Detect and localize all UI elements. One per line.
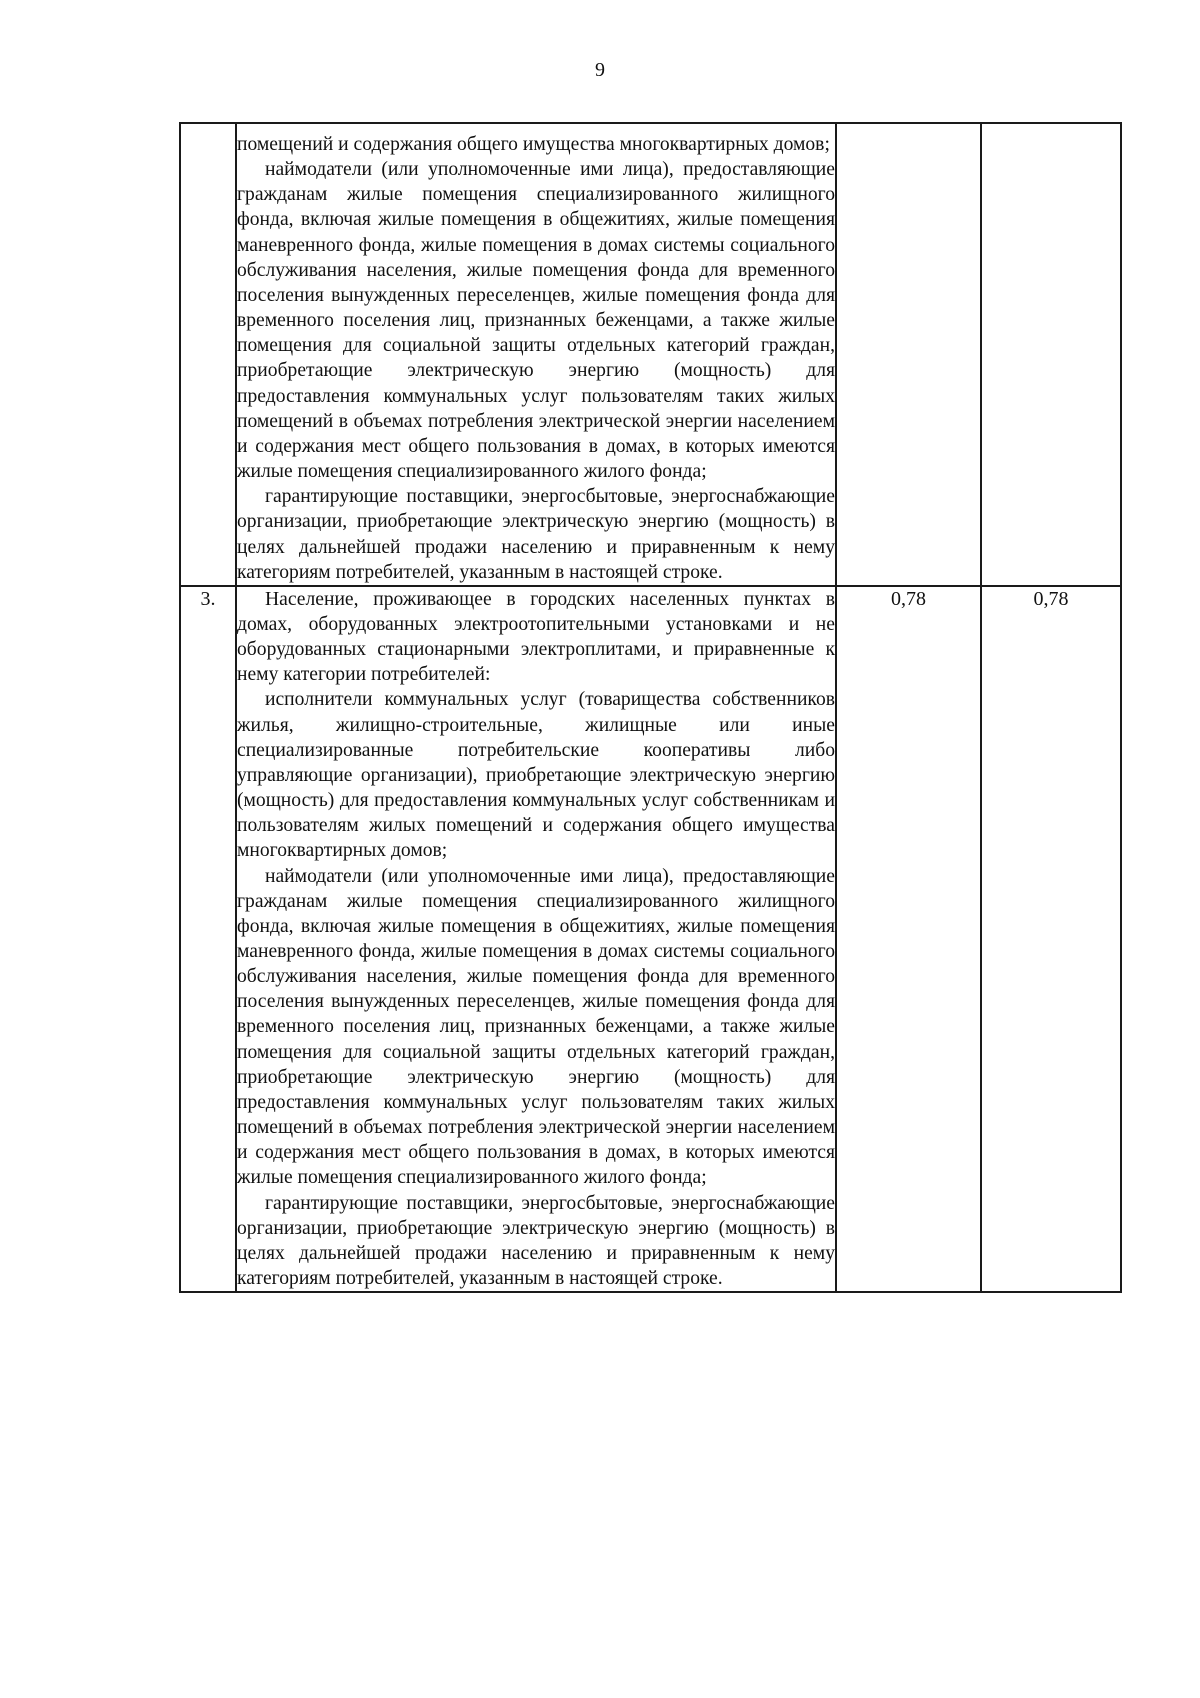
paragraph: наймодатели (или уполномоченные ими лица), предоставляющие гражданам жилые помещения специализированного жилищного фонда, включая жилые помещения в общежитиях, жилые помещения маневренного фонда, жилые помещения в домах системы социального обслуживания населения, жилые помещения фонда для временного поселения вынужденных переселенцев, жилые помещения фонда для временного поселения лиц, признанных беженцами, а также жилые помещения для социальной защиты отдельных категорий граждан, приобретающие электрическую энергию (мощность) для предоставления коммунальных услуг пользователям таких жилых помещений в объемах потребления электрической энергии населением и содержания мест общего пользования в домах, в которых имеются жилые помещения специализированного жилого фонда; [237,159,835,483]
table-row [180,586,1121,1292]
row-description [236,123,836,586]
tariff-value-1: 0,78 [836,586,981,1292]
row-description [236,586,836,1292]
paragraph: Население, проживающее в городских населенных пунктах в домах, оборудованных электроотопительными установками и не оборудованных стационарными электроплитами, и приравненные к нему категории потребителей: [237,588,835,686]
paragraph: гарантирующие поставщики, энергосбытовые, энергоснабжающие организации, приобретающие электрическую энергию (мощность) в целях дальнейшей продажи населению и приравненным к нему категориям потребителей, указанным в настоящей строке. [237,486,835,583]
tariff-value-2 [981,123,1121,586]
tariff-value-1 [836,123,981,586]
tariff-value-2: 0,78 [981,586,1121,1292]
row-number: 3. [180,586,236,1292]
page-number: 9 [595,59,605,81]
paragraph: помещений и содержания общего имущества многоквартирных домов; [237,134,830,155]
tariff-table [179,122,1122,1293]
paragraph: наймодатели (или уполномоченные ими лица), предоставляющие гражданам жилые помещения специализированного жилищного фонда, включая жилые помещения в общежитиях, жилые помещения маневренного фонда, жилые помещения в домах системы социального обслуживания населения, жилые помещения фонда для временного поселения вынужденных переселенцев, жилые помещения фонда для временного поселения лиц, признанных беженцами, а также жилые помещения для социальной защиты отдельных категорий граждан, приобретающие электрическую энергию (мощность) для предоставления коммунальных услуг пользователям таких жилых помещений в объемах потребления электрической энергии населением и содержания мест общего пользования в домах, в которых имеются жилые помещения специализированного жилого фонда; [237,865,835,1189]
table-row [180,123,1121,586]
paragraph: гарантирующие поставщики, энергосбытовые, энергоснабжающие организации, приобретающие электрическую энергию (мощность) в целях дальнейшей продажи населению и приравненным к нему категориям потребителей, указанным в настоящей строке. [237,1192,835,1290]
paragraph: исполнители коммунальных услуг (товарищества собственников жилья, жилищно-строительные, жилищные или иные специализированные потребительские кооперативы либо управляющие организации), приобретающие электрическую энергию (мощность) для предоставления коммунальных услуг собственникам и пользователям жилых помещений и содержания общего имущества многоквартирных домов; [237,689,835,862]
row-number [180,123,236,586]
